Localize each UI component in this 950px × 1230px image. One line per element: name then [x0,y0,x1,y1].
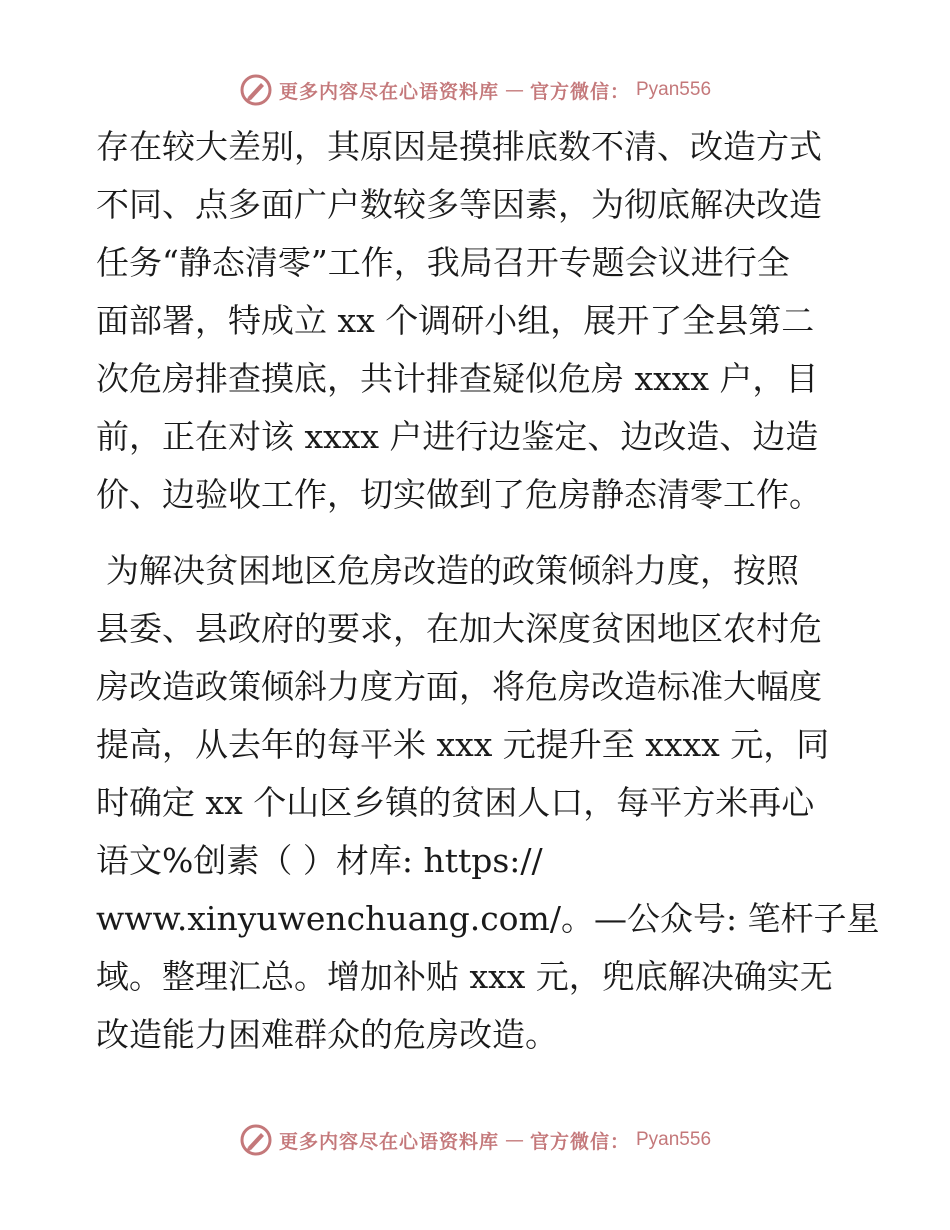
text-line: 存在较大差别，其原因是摸排底数不清、改造方式 [96,127,822,166]
paragraph-1 [96,118,856,524]
text-line: 为解决贫困地区危房改造的政策倾斜力度，按照 [106,551,799,590]
watermark-text: 更多内容尽在心语资料库 [278,1130,499,1153]
watermark-text: 更多内容尽在心语资料库 [278,80,499,103]
text-line: 时确定 xx 个山区乡镇的贫困人口，每平方米再心 [96,783,815,822]
text-line: 前，正在对该 xxxx 户进行边鉴定、边改造、边造 [96,417,819,456]
watermark-separator: — [504,79,524,101]
watermark-wechat-id: Pyan556 [636,79,712,100]
text-line: 任务“静态清零”工作，我局召开专题会议进行全 [96,243,790,282]
text-line: 县委、县政府的要求，在加大深度贫困地区农村危 [96,609,822,648]
pen-logo-icon [239,73,273,107]
text-line: 次危房排查摸底，共计排查疑似危房 xxxx 户，目 [96,359,819,398]
text-line: 提高，从去年的每平米 xxx 元提升至 xxxx 元，同 [96,725,830,764]
document-body [96,118,880,1064]
watermark-label: 官方微信： [529,1130,630,1153]
text-line: www.xinyuwenchuang.com/。—公众号: 笔杆子星 [96,899,880,938]
footer-watermark [0,1120,950,1160]
text-line: 语文%创素（ ）材库: https:// [96,841,543,880]
header-watermark [0,70,950,110]
text-line: 不同、点多面广户数较多等因素，为彻底解决改造 [96,185,822,224]
text-line: 面部署，特成立 xx 个调研小组，展开了全县第二 [96,301,815,340]
watermark-separator: — [504,1129,524,1151]
text-line: 域。整理汇总。增加补贴 xxx 元，兜底解决确实无 [96,957,833,996]
text-line: 价、边验收工作，切实做到了危房静态清零工作。 [96,475,822,514]
text-line: 改造能力困难群众的危房改造。 [96,1015,558,1054]
paragraph-2 [96,542,880,1064]
pen-logo-icon [239,1123,273,1157]
watermark-label: 官方微信： [529,80,630,103]
watermark-wechat-id: Pyan556 [636,1129,712,1150]
text-line: 房改造政策倾斜力度方面，将危房改造标准大幅度 [96,667,822,706]
